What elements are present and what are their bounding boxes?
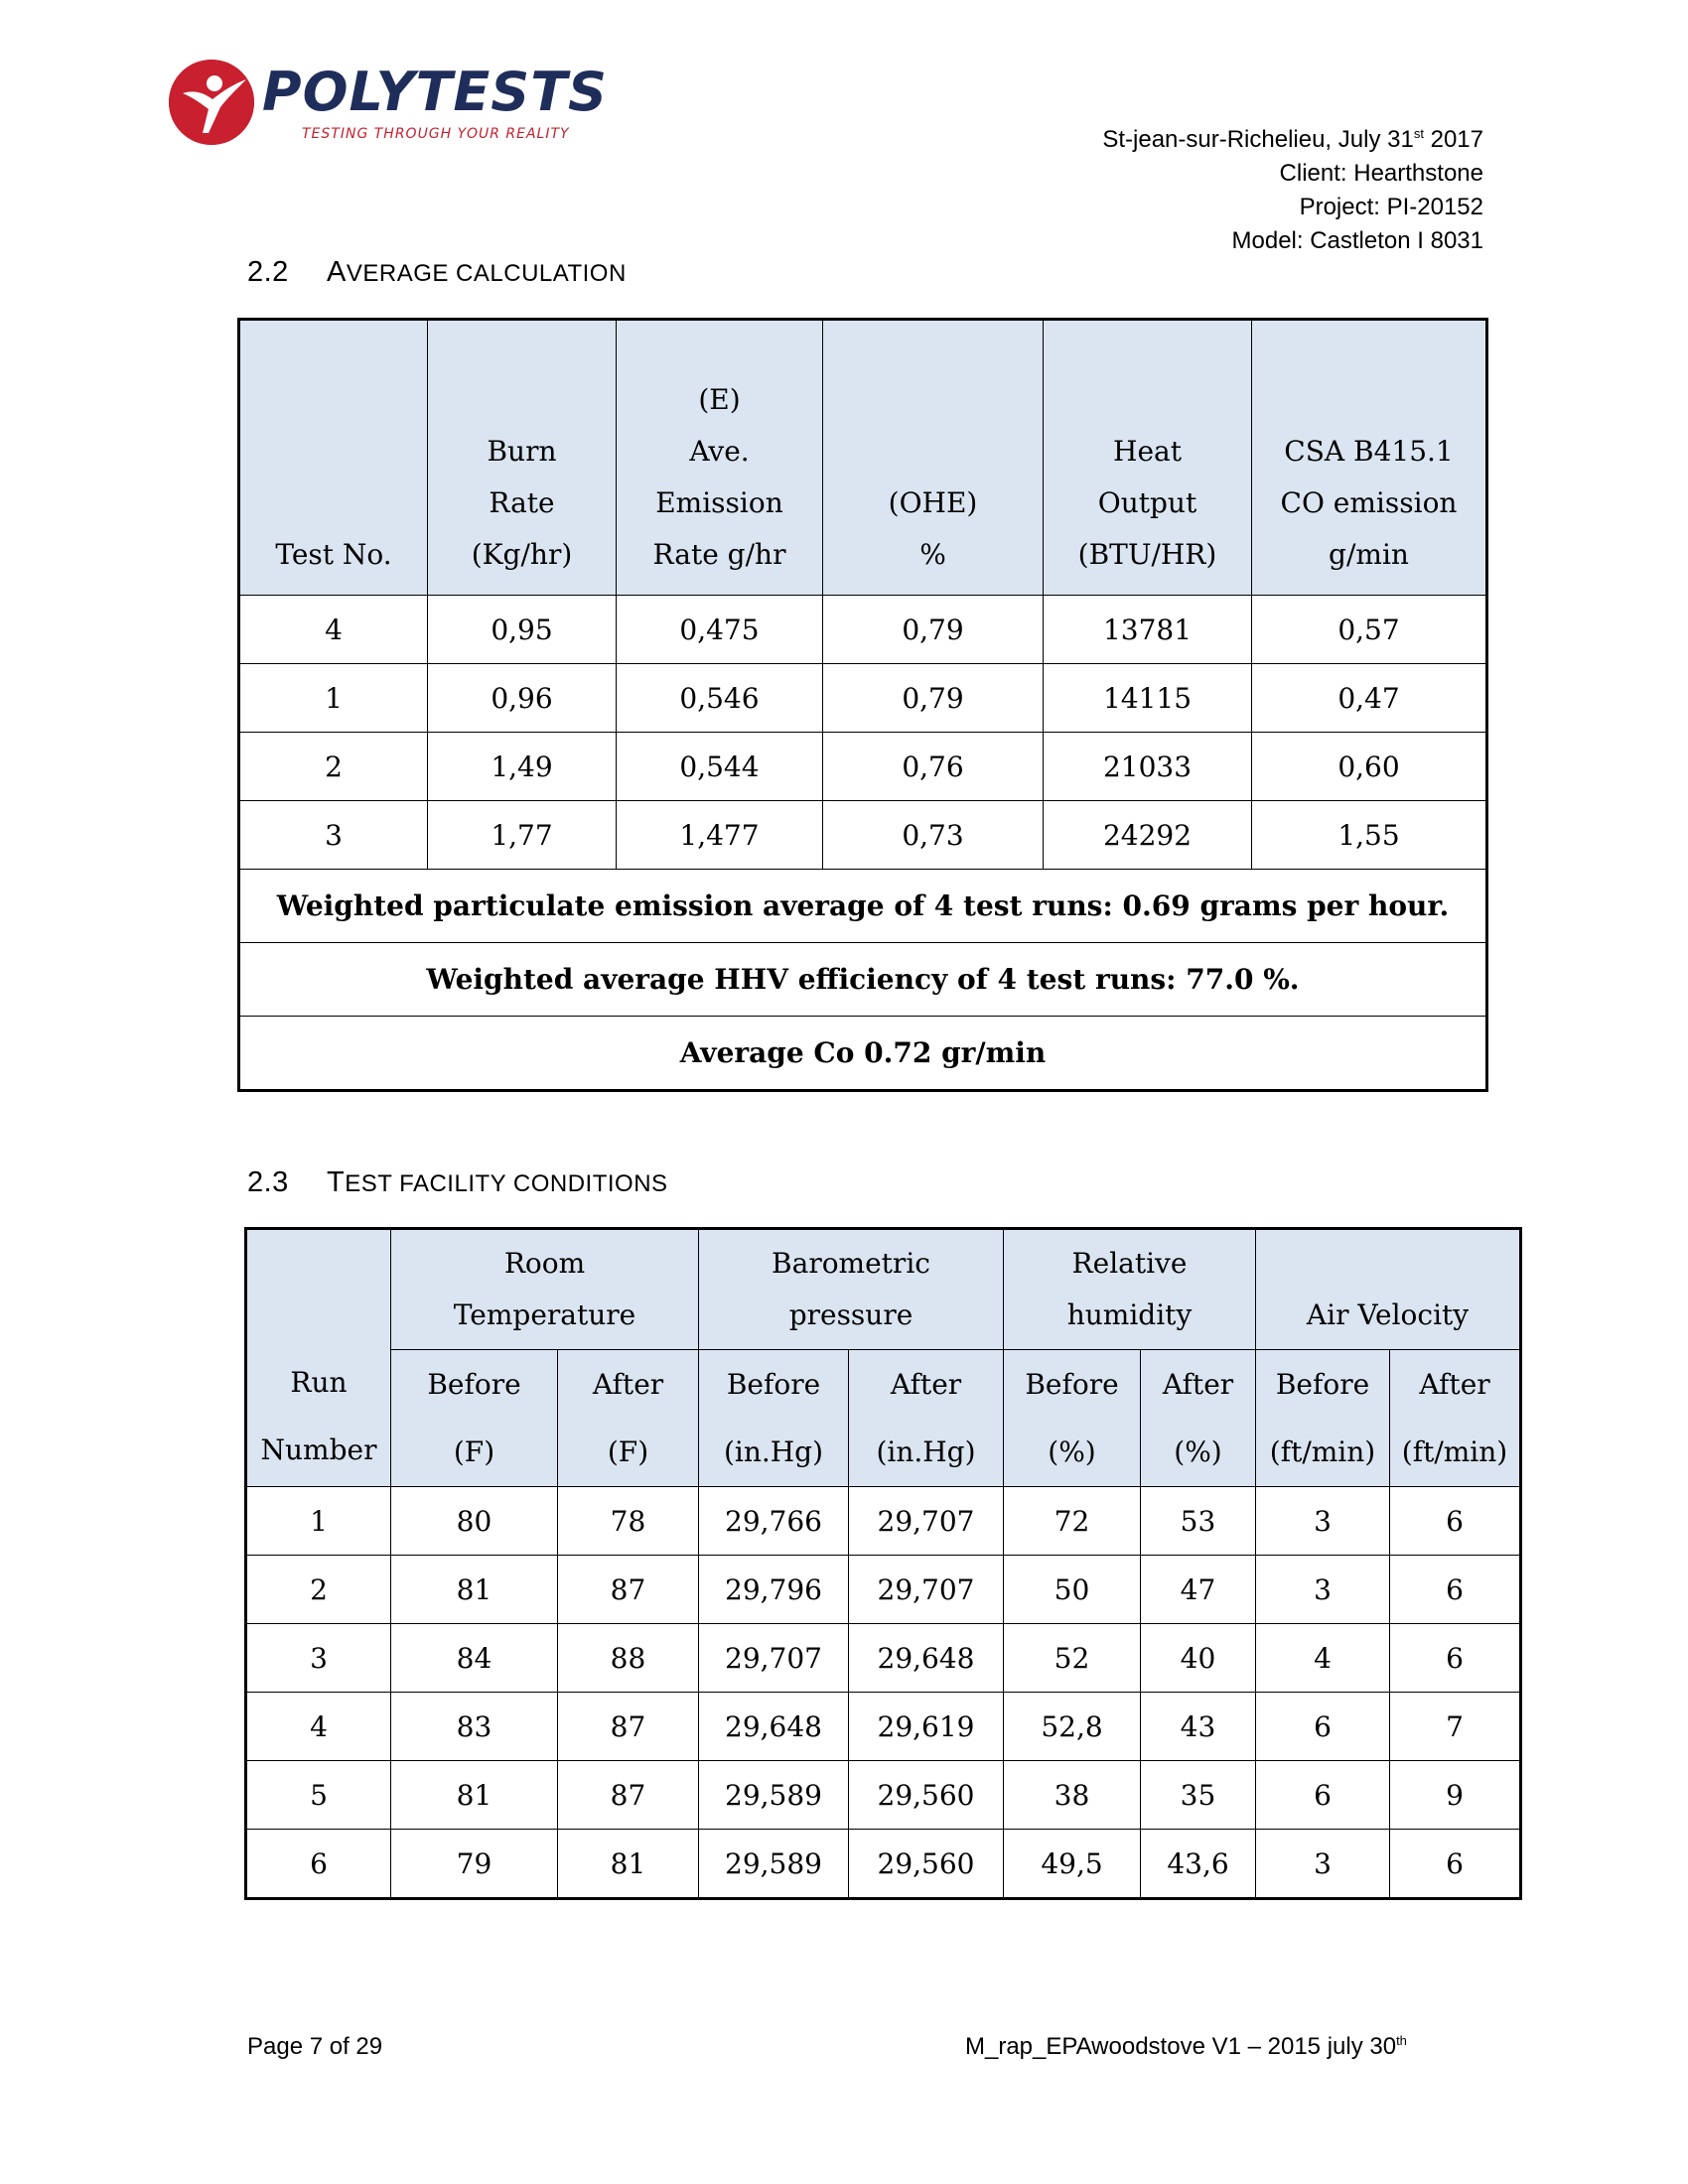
cell: 29,707 bbox=[849, 1556, 1004, 1624]
summary-row-efficiency: Weighted average HHV efficiency of 4 test runs: 77.0 %. bbox=[239, 943, 1487, 1017]
header-barometric-pressure: Barometric pressure bbox=[699, 1229, 1004, 1350]
place-date: St-jean-sur-Richelieu, July 31st 2017 bbox=[1102, 126, 1483, 153]
cell: 3 bbox=[246, 1624, 391, 1693]
cell: 43 bbox=[1141, 1693, 1256, 1761]
section-heading-average-calculation: 2.2 AVERAGE CALCULATION bbox=[247, 256, 627, 288]
cell: 49,5 bbox=[1004, 1830, 1141, 1899]
subheader-cell: After (in.Hg) bbox=[849, 1350, 1004, 1487]
project-line: Project: PI-20152 bbox=[1299, 194, 1483, 220]
cell: 83 bbox=[391, 1693, 558, 1761]
cell: 0,47 bbox=[1252, 664, 1487, 733]
table-row bbox=[246, 1487, 1521, 1556]
header-emission-rate: (E) Ave. Emission Rate g/hr bbox=[617, 320, 823, 596]
cell: 3 bbox=[239, 801, 428, 870]
table-row bbox=[246, 1624, 1521, 1693]
cell: 29,766 bbox=[699, 1487, 849, 1556]
cell: 13781 bbox=[1044, 596, 1252, 664]
header-co-emission: CSA B415.1 CO emission g/min bbox=[1252, 320, 1487, 596]
cell: 4 bbox=[246, 1693, 391, 1761]
model-line: Model: Castleton I 8031 bbox=[1231, 227, 1483, 254]
sub-header-row bbox=[246, 1350, 1521, 1487]
cell: 7 bbox=[1390, 1693, 1521, 1761]
cell: 40 bbox=[1141, 1624, 1256, 1693]
cell: 0,96 bbox=[428, 664, 617, 733]
test-facility-conditions-table bbox=[244, 1227, 1522, 1900]
subheader-cell: Before (F) bbox=[391, 1350, 558, 1487]
cell: 81 bbox=[391, 1761, 558, 1830]
header-ohe: (OHE) % bbox=[823, 320, 1044, 596]
cell: 0,95 bbox=[428, 596, 617, 664]
cell: 1 bbox=[246, 1487, 391, 1556]
cell: 0,60 bbox=[1252, 733, 1487, 801]
cell: 81 bbox=[391, 1556, 558, 1624]
subheader-cell: Before (ft/min) bbox=[1256, 1350, 1390, 1487]
cell: 87 bbox=[558, 1761, 699, 1830]
cell: 80 bbox=[391, 1487, 558, 1556]
cell: 29,560 bbox=[849, 1761, 1004, 1830]
cell: 21033 bbox=[1044, 733, 1252, 801]
logo-name: POLYTESTS bbox=[262, 61, 608, 123]
cell: 79 bbox=[391, 1830, 558, 1899]
table-row bbox=[239, 596, 1487, 664]
table-row bbox=[246, 1693, 1521, 1761]
summary-row-co: Average Co 0.72 gr/min bbox=[239, 1017, 1487, 1091]
cell: 29,589 bbox=[699, 1830, 849, 1899]
header-test-no: Test No. bbox=[239, 320, 428, 596]
subheader-cell: After (ft/min) bbox=[1390, 1350, 1521, 1487]
cell: 2 bbox=[239, 733, 428, 801]
logo-figure-icon bbox=[169, 60, 254, 145]
cell: 29,648 bbox=[699, 1693, 849, 1761]
cell: 0,475 bbox=[617, 596, 823, 664]
subheader-cell: After (F) bbox=[558, 1350, 699, 1487]
subheader-cell: Before (%) bbox=[1004, 1350, 1141, 1487]
cell: 81 bbox=[558, 1830, 699, 1899]
header-heat-output: Heat Output (BTU/HR) bbox=[1044, 320, 1252, 596]
cell: 53 bbox=[1141, 1487, 1256, 1556]
header-run-number: Run Number bbox=[246, 1229, 391, 1487]
document-reference: M_rap_EPAwoodstove V1 – 2015 july 30th bbox=[965, 2033, 1407, 2060]
cell: 0,544 bbox=[617, 733, 823, 801]
cell: 52,8 bbox=[1004, 1693, 1141, 1761]
cell: 0,546 bbox=[617, 664, 823, 733]
cell: 0,79 bbox=[823, 596, 1044, 664]
table-header-row bbox=[239, 320, 1487, 596]
cell: 29,560 bbox=[849, 1830, 1004, 1899]
table-row bbox=[246, 1830, 1521, 1899]
cell: 6 bbox=[1256, 1761, 1390, 1830]
cell: 3 bbox=[1256, 1556, 1390, 1624]
cell: 29,707 bbox=[849, 1487, 1004, 1556]
cell: 6 bbox=[1390, 1624, 1521, 1693]
cell: 24292 bbox=[1044, 801, 1252, 870]
average-calculation-table bbox=[237, 318, 1488, 1092]
cell: 47 bbox=[1141, 1556, 1256, 1624]
cell: 50 bbox=[1004, 1556, 1141, 1624]
group-header-row bbox=[246, 1229, 1521, 1350]
cell: 14115 bbox=[1044, 664, 1252, 733]
cell: 1,49 bbox=[428, 733, 617, 801]
cell: 1 bbox=[239, 664, 428, 733]
cell: 87 bbox=[558, 1693, 699, 1761]
cell: 6 bbox=[1390, 1487, 1521, 1556]
cell: 6 bbox=[246, 1830, 391, 1899]
cell: 1,55 bbox=[1252, 801, 1487, 870]
logo-tagline: TESTING THROUGH YOUR REALITY bbox=[302, 126, 570, 142]
cell: 1,77 bbox=[428, 801, 617, 870]
cell: 38 bbox=[1004, 1761, 1141, 1830]
report-header-info bbox=[1102, 117, 1483, 258]
cell: 4 bbox=[1256, 1624, 1390, 1693]
cell: 6 bbox=[1390, 1556, 1521, 1624]
cell: 78 bbox=[558, 1487, 699, 1556]
table-row bbox=[246, 1761, 1521, 1830]
cell: 52 bbox=[1004, 1624, 1141, 1693]
table-row bbox=[239, 664, 1487, 733]
header-room-temperature: Room Temperature bbox=[391, 1229, 699, 1350]
cell: 29,707 bbox=[699, 1624, 849, 1693]
cell: 0,79 bbox=[823, 664, 1044, 733]
cell: 0,73 bbox=[823, 801, 1044, 870]
cell: 3 bbox=[1256, 1487, 1390, 1556]
header-air-velocity: Air Velocity bbox=[1256, 1229, 1521, 1350]
company-logo bbox=[169, 58, 616, 147]
table-row bbox=[239, 801, 1487, 870]
cell: 5 bbox=[246, 1761, 391, 1830]
cell: 88 bbox=[558, 1624, 699, 1693]
page-number: Page 7 of 29 bbox=[247, 2033, 383, 2060]
cell: 29,648 bbox=[849, 1624, 1004, 1693]
cell: 0,76 bbox=[823, 733, 1044, 801]
cell: 84 bbox=[391, 1624, 558, 1693]
cell: 6 bbox=[1390, 1830, 1521, 1899]
cell: 35 bbox=[1141, 1761, 1256, 1830]
section-heading-test-facility-conditions: 2.3 TEST FACILITY CONDITIONS bbox=[247, 1166, 668, 1198]
cell: 4 bbox=[239, 596, 428, 664]
header-relative-humidity: Relative humidity bbox=[1004, 1229, 1256, 1350]
cell: 29,619 bbox=[849, 1693, 1004, 1761]
subheader-cell: Before (in.Hg) bbox=[699, 1350, 849, 1487]
table-row bbox=[246, 1556, 1521, 1624]
subheader-cell: After (%) bbox=[1141, 1350, 1256, 1487]
cell: 29,796 bbox=[699, 1556, 849, 1624]
header-burn-rate: Burn Rate (Kg/hr) bbox=[428, 320, 617, 596]
cell: 72 bbox=[1004, 1487, 1141, 1556]
cell: 3 bbox=[1256, 1830, 1390, 1899]
cell: 29,589 bbox=[699, 1761, 849, 1830]
client-line: Client: Hearthstone bbox=[1279, 160, 1483, 187]
cell: 9 bbox=[1390, 1761, 1521, 1830]
cell: 87 bbox=[558, 1556, 699, 1624]
cell: 0,57 bbox=[1252, 596, 1487, 664]
cell: 6 bbox=[1256, 1693, 1390, 1761]
table-row bbox=[239, 733, 1487, 801]
summary-row-particulate: Weighted particulate emission average of 4 test runs: 0.69 grams per hour. bbox=[239, 870, 1487, 943]
cell: 1,477 bbox=[617, 801, 823, 870]
cell: 43,6 bbox=[1141, 1830, 1256, 1899]
cell: 2 bbox=[246, 1556, 391, 1624]
